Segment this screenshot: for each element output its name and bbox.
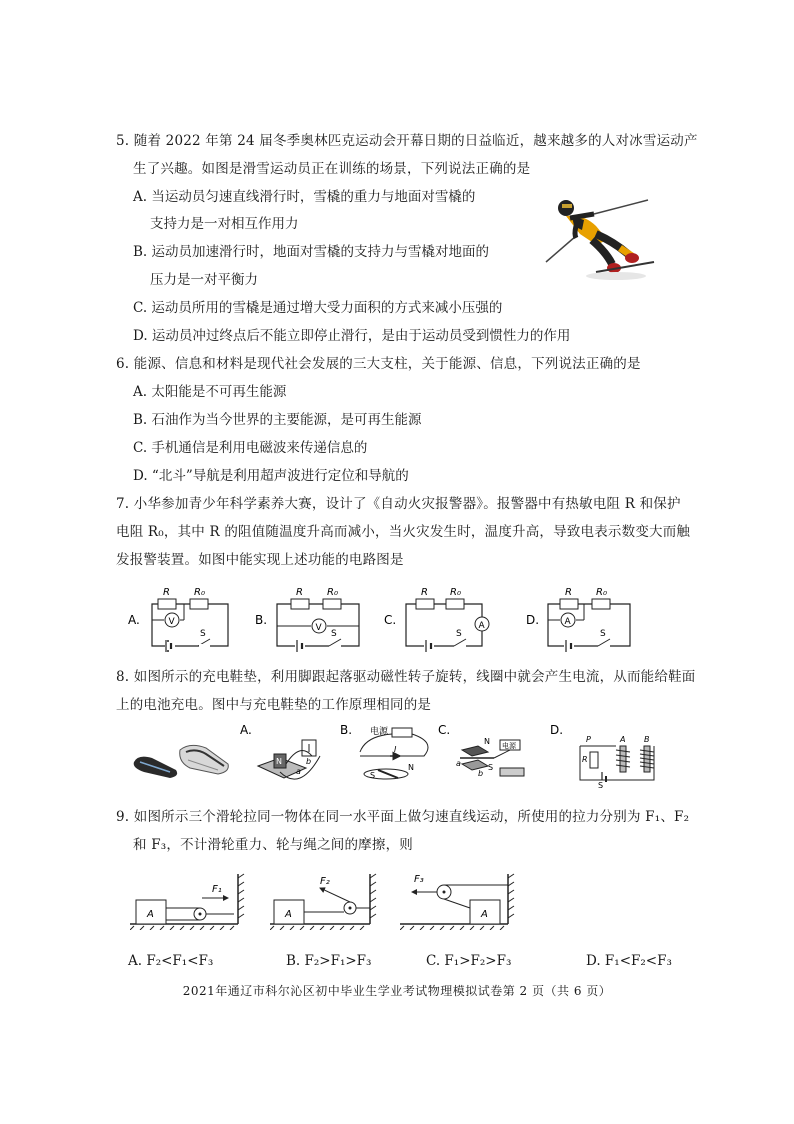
- svg-text:b: b: [478, 769, 484, 778]
- svg-text:A: A: [285, 909, 292, 920]
- q8-option-b-figure: [340, 722, 436, 788]
- svg-text:N: N: [484, 737, 490, 746]
- skier-image: [536, 186, 656, 282]
- q7-stem-line2: 电阻 R₀，其中 R 的阻值随温度升高而减小，当火灾发生时，温度升高，导致电表示数变大而触: [116, 524, 691, 540]
- svg-text:R₀: R₀: [194, 587, 205, 598]
- q7-circuit-d: [526, 584, 636, 654]
- svg-text:S: S: [600, 629, 606, 639]
- q5-stem-line2: 生了兴趣。如图是滑雪运动员正在训练的场景，下列说法正确的是: [133, 161, 531, 177]
- q8-option-c-figure: [438, 722, 534, 788]
- q7-circuit-c: [384, 584, 496, 654]
- q8-label-c: C.: [438, 723, 451, 737]
- svg-text:N: N: [276, 757, 282, 766]
- q9-pulley-figure-1: [130, 868, 250, 930]
- q8-stem-line2: 上的电池充电。图中与充电鞋垫的工作原理相同的是: [116, 697, 432, 713]
- svg-text:R: R: [582, 755, 588, 764]
- q7-label-c: C.: [384, 613, 397, 627]
- svg-text:R₀: R₀: [596, 587, 607, 598]
- svg-text:R₀: R₀: [450, 587, 461, 598]
- svg-text:B: B: [644, 735, 650, 744]
- svg-text:A: A: [620, 735, 626, 744]
- svg-text:电源: 电源: [370, 727, 389, 737]
- q8-insole-image: [130, 736, 230, 784]
- q6-option-c: C. 手机通信是利用电磁波来传递信息的: [133, 440, 368, 456]
- q5-option-b-line2: 压力是一对平衡力: [150, 272, 258, 288]
- q9-stem-line1: 9. 如图所示三个滑轮拉同一物体在同一水平面上做匀速直线运动，所使用的拉力分别为 F₁、F₂: [116, 809, 690, 825]
- svg-text:F₃: F₃: [414, 874, 424, 885]
- q5-option-a-line2: 支持力是一对相互作用力: [150, 216, 299, 232]
- svg-text:b: b: [306, 757, 312, 766]
- svg-text:R: R: [296, 587, 303, 598]
- q5-option-b-line1: B. 运动员加速滑行时，地面对雪橇的支持力与雪橇对地面的: [133, 244, 490, 260]
- svg-text:a: a: [456, 759, 461, 768]
- svg-text:a: a: [296, 767, 301, 776]
- svg-text:V: V: [168, 617, 175, 627]
- q9-option-b: B. F₂>F₁>F₃: [286, 953, 372, 969]
- svg-text:F₂: F₂: [320, 876, 330, 887]
- q5-option-c: C. 运动员所用的雪橇是通过增大受力面积的方式来减小压强的: [133, 300, 503, 316]
- svg-text:R₀: R₀: [327, 587, 338, 598]
- q8-label-b: B.: [340, 723, 353, 737]
- svg-text:F₁: F₁: [212, 884, 222, 895]
- svg-text:A: A: [481, 909, 488, 920]
- q7-label-b: B.: [255, 613, 268, 627]
- q5-option-d: D. 运动员冲过终点后不能立即停止滑行，是由于运动员受到惯性力的作用: [133, 328, 571, 344]
- svg-text:S: S: [200, 629, 206, 639]
- q9-stem-line2: 和 F₃，不计滑轮重力、轮与绳之间的摩擦，则: [133, 837, 413, 853]
- svg-text:A: A: [478, 621, 485, 631]
- svg-text:电源: 电源: [502, 742, 516, 750]
- svg-text:P: P: [586, 735, 591, 744]
- svg-text:S: S: [370, 771, 376, 780]
- svg-text:R: R: [163, 587, 170, 598]
- svg-text:R: R: [421, 587, 428, 598]
- q7-circuit-a: [128, 584, 236, 654]
- q6-stem: 6. 能源、信息和材料是现代社会发展的三大支柱，关于能源、信息，下列说法正确的是: [116, 356, 641, 372]
- svg-text:S: S: [598, 781, 604, 788]
- svg-text:N: N: [408, 763, 414, 772]
- q8-label-a: A.: [240, 723, 252, 737]
- q7-label-a: A.: [128, 613, 140, 627]
- page-footer: 2021年通辽市科尔沁区初中毕业生学业考试物理模拟试卷第 2 页（共 6 页）: [182, 984, 612, 998]
- q9-pulley-figure-3: [400, 868, 520, 930]
- q9-option-c: C. F₁>F₂>F₃: [426, 953, 512, 969]
- q6-option-d: D. “北斗”导航是利用超声波进行定位和导航的: [133, 468, 409, 484]
- svg-text:S: S: [456, 629, 462, 639]
- svg-text:A: A: [147, 909, 154, 920]
- svg-text:R: R: [565, 587, 572, 598]
- svg-text:S: S: [331, 629, 337, 639]
- q9-pulley-figure-2: [270, 868, 382, 930]
- q8-option-d-figure: [550, 722, 670, 788]
- q8-option-a-figure: [240, 722, 336, 788]
- q6-option-b: B. 石油作为当今世界的主要能源，是可再生能源: [133, 412, 422, 428]
- svg-text:I: I: [394, 745, 397, 754]
- q5-option-a-line1: A. 当运动员匀速直线滑行时，雪橇的重力与地面对雪橇的: [133, 189, 476, 205]
- q8-stem-line1: 8. 如图所示的充电鞋垫，利用脚跟起落驱动磁性转子旋转，线圈中就会产生电流，从而能给鞋面: [116, 669, 696, 685]
- svg-text:S: S: [488, 763, 494, 772]
- svg-text:A: A: [564, 617, 571, 627]
- q7-circuit-b: [255, 584, 365, 654]
- q7-stem-line1: 7. 小华参加青少年科学素养大赛，设计了《自动火灾报警器》。报警器中有热敏电阻 R 和保护: [116, 496, 681, 512]
- q7-label-d: D.: [526, 613, 540, 627]
- q7-stem-line3: 发报警装置。如图中能实现上述功能的电路图是: [116, 552, 404, 568]
- q5-stem-line1: 5. 随着 2022 年第 24 届冬季奥林匹克运动会开幕日期的日益临近，越来越多的人对冰雪运动产: [116, 133, 698, 149]
- svg-text:V: V: [315, 623, 322, 633]
- q6-option-a: A. 太阳能是不可再生能源: [133, 384, 287, 400]
- q9-option-d: D. F₁<F₂<F₃: [586, 953, 672, 969]
- q9-option-a: A. F₂<F₁<F₃: [128, 953, 214, 969]
- q8-label-d: D.: [550, 723, 564, 737]
